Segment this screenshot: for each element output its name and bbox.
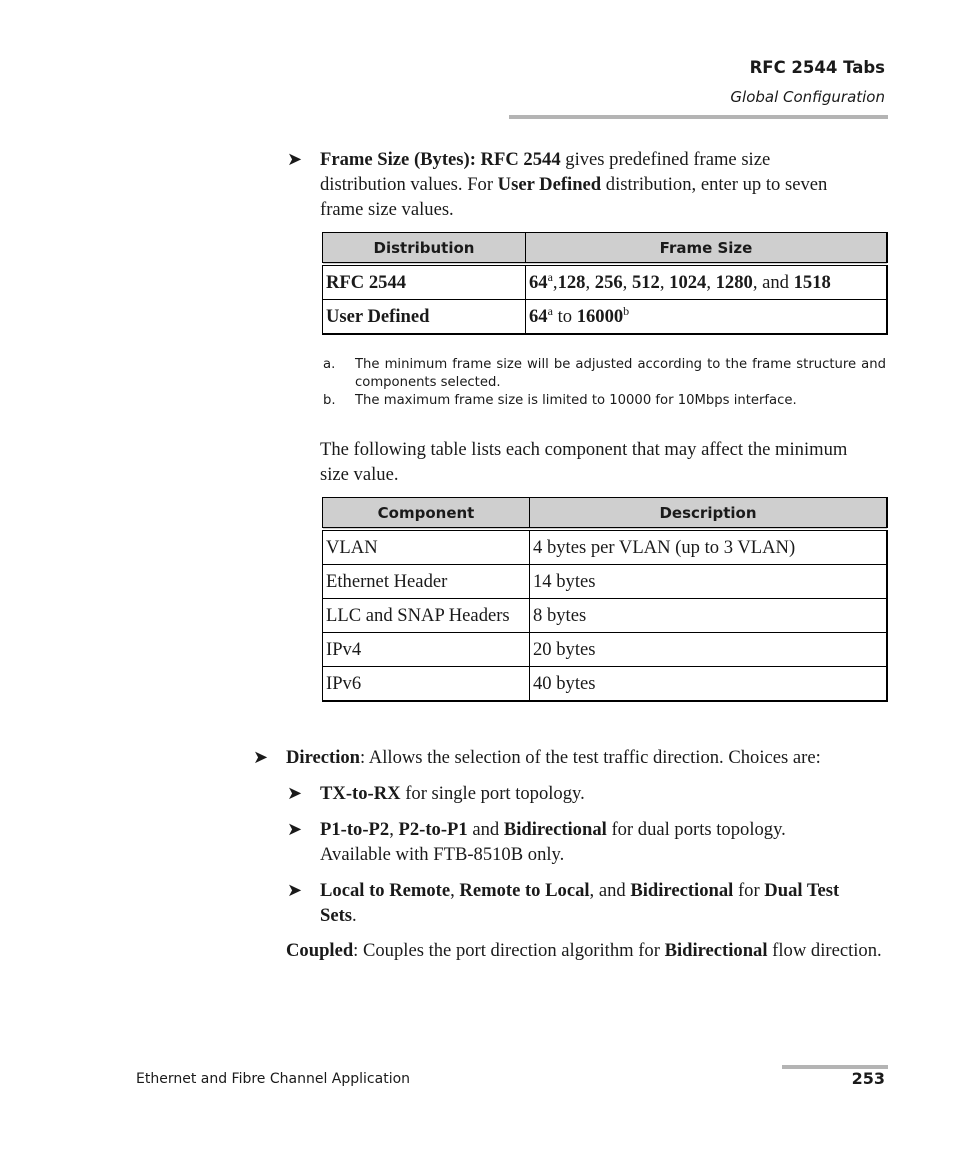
page-number: 253	[851, 1069, 885, 1088]
direction-choice-dual-port: ➤ P1-to-P2, P2-to-P1 and Bidirectional for dual ports topology. Available with FTB-8510B only.	[287, 819, 786, 865]
table-row: User Defined 64$^a$ to 16000$^b$	[323, 300, 888, 335]
direction-choice-dual-test-sets: ➤ Local to Remote, Remote to Local, and Bidirectional for Dual Test Sets.	[287, 880, 840, 926]
bullet-arrow-icon: ➤	[287, 880, 303, 900]
bullet-arrow-icon: ➤	[287, 783, 303, 803]
frame-size-table	[322, 232, 888, 335]
table-row: IPv6 40 bytes	[323, 667, 888, 702]
header-rule	[509, 115, 888, 119]
frame-size-bullet: ➤ Frame Size (Bytes): RFC 2544 gives predefined frame size distribution values. For User Defined distribution, enter up to seven frame size values.	[287, 149, 828, 220]
direction-bullet: ➤ Direction: Allows the selection of the test traffic direction. Choices are:	[253, 747, 821, 768]
footnote-a: a. The minimum frame size will be adjusted according to the frame structure and components selected.	[323, 357, 886, 390]
table-header-component: Component	[323, 498, 530, 530]
running-header-title: RFC 2544 Tabs	[749, 58, 885, 77]
bullet-arrow-icon: ➤	[287, 819, 303, 839]
table-row: LLC and SNAP Headers 8 bytes	[323, 599, 888, 633]
frame-size-label: Frame Size (Bytes): RFC 2544	[320, 149, 561, 170]
table-header-frame-size: Frame Size	[526, 233, 888, 265]
component-table	[322, 497, 888, 702]
bullet-arrow-icon: ➤	[253, 747, 269, 767]
footnote-b: b. The maximum frame size is limited to 10000 for 10Mbps interface.	[323, 393, 797, 408]
coupled-paragraph: Coupled: Couples the port direction algorithm for Bidirectional flow direction.	[286, 940, 882, 961]
direction-choice-tx-rx: ➤ TX-to-RX for single port topology.	[287, 783, 585, 804]
table-row: Ethernet Header 14 bytes	[323, 565, 888, 599]
table-header-description: Description	[530, 498, 888, 530]
bullet-arrow-icon: ➤	[287, 149, 303, 169]
table-row: RFC 2544 64$^a$,128, 256, 512, 1024, 1280, and 1518	[323, 264, 888, 300]
table-row: VLAN 4 bytes per VLAN (up to 3 VLAN)	[323, 529, 888, 565]
running-header-subtitle: Global Configuration	[730, 88, 885, 106]
footer-document-title: Ethernet and Fibre Channel Application	[136, 1071, 411, 1087]
table-header-distribution: Distribution	[323, 233, 526, 265]
table-row: IPv4 20 bytes	[323, 633, 888, 667]
component-intro: The following table lists each component that may affect the minimum size value.	[320, 439, 848, 485]
